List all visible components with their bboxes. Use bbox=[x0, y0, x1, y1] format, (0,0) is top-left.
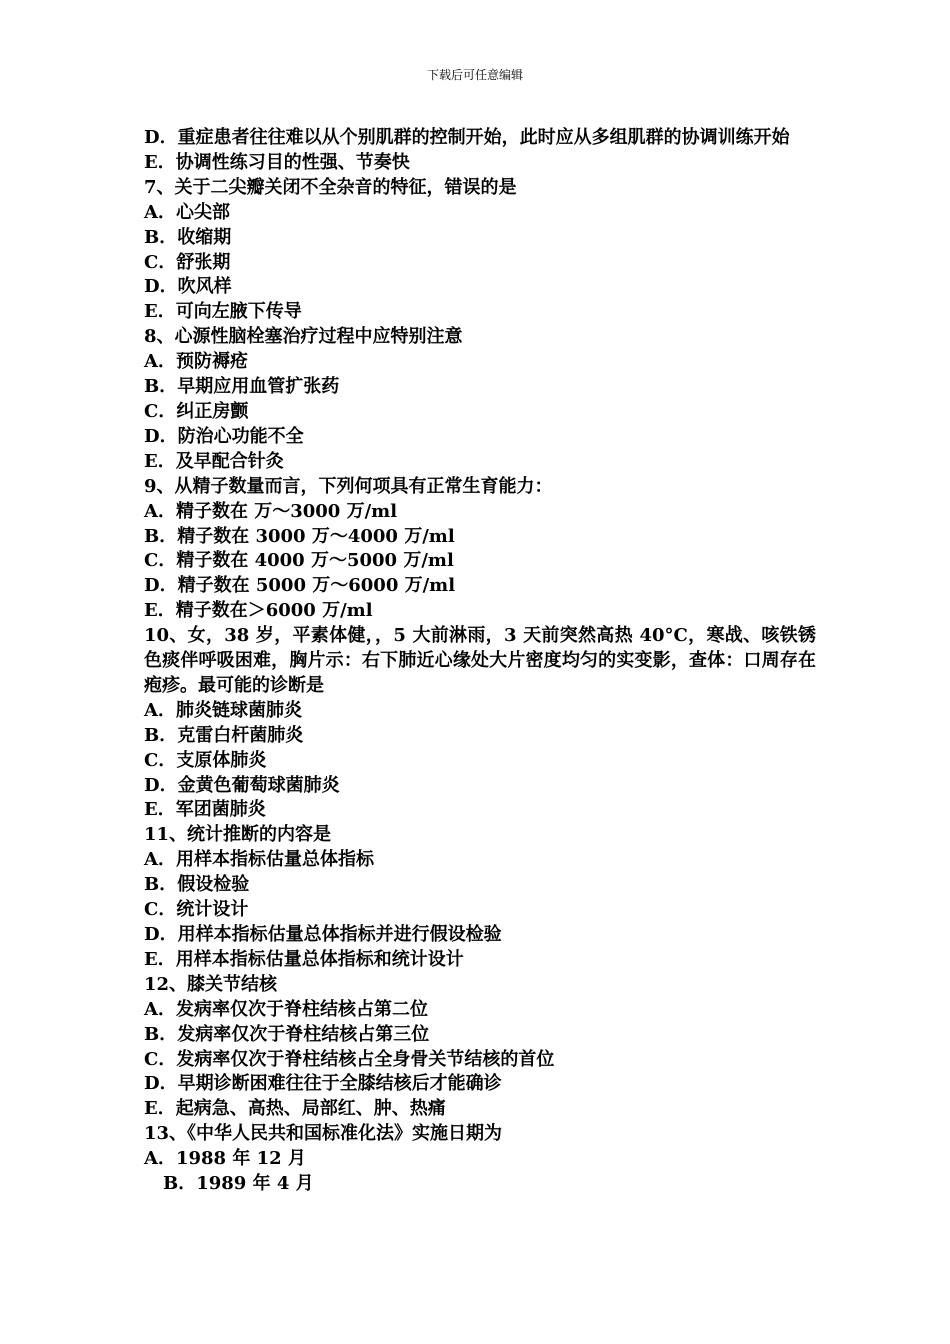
document-line: 12、膝关节结核 bbox=[144, 973, 278, 995]
document-line: E．协调性练习目的性强、节奏快 bbox=[144, 151, 410, 173]
document-line: B．收缩期 bbox=[144, 226, 232, 248]
document-line: E．精子数在＞6000 万/ml bbox=[144, 600, 373, 622]
document-line: D．防治心功能不全 bbox=[144, 425, 304, 447]
document-line: E．可向左腋下传导 bbox=[144, 301, 302, 323]
document-line: E．军团菌肺炎 bbox=[144, 799, 266, 821]
document-line: C．统计设计 bbox=[144, 899, 249, 921]
document-line: 7、关于二尖瓣关闭不全杂音的特征，错误的是 bbox=[144, 176, 517, 198]
document-line: D．用样本指标估量总体指标并进行假设检验 bbox=[144, 924, 502, 945]
document-line: D．重症患者往往难以从个别肌群的控制开始，此时应从多组肌群的协调训练开始 bbox=[144, 127, 790, 148]
document-line: C．精子数在 4000 万～5000 万/ml bbox=[144, 550, 454, 572]
document-line: C．支原体肺炎 bbox=[144, 749, 267, 771]
document-line: A．用样本指标估量总体指标 bbox=[144, 849, 374, 871]
document-line: D．早期诊断困难往往于全膝结核后才能确诊 bbox=[144, 1073, 502, 1095]
document-line: 9、从精子数量而言，下列何项具有正常生育能力： bbox=[144, 475, 553, 497]
document-line: E．及早配合针灸 bbox=[144, 450, 284, 472]
document-line: D．精子数在 5000 万～6000 万/ml bbox=[144, 575, 456, 597]
document-line: 13、《中华人民共和国标准化法》实施日期为 bbox=[144, 1123, 503, 1145]
document-line: C．发病率仅次于脊柱结核占全身骨关节结核的首位 bbox=[144, 1048, 555, 1070]
document-line: D．吹风样 bbox=[144, 276, 232, 298]
document-line: B．假设检验 bbox=[144, 874, 250, 896]
document-line: A．精子数在 万～3000 万/ml bbox=[144, 500, 398, 522]
document-line: 8、心源性脑栓塞治疗过程中应特别注意 bbox=[144, 326, 463, 348]
document-line: C．舒张期 bbox=[144, 251, 231, 273]
document-line: B．精子数在 3000 万～4000 万/ml bbox=[144, 525, 455, 547]
document-line: B．早期应用血管扩张药 bbox=[144, 376, 340, 398]
document-line: D．金黄色葡萄球菌肺炎 bbox=[144, 774, 340, 796]
document-body bbox=[144, 126, 816, 1197]
document-line: A．肺炎链球菌肺炎 bbox=[144, 699, 302, 721]
document-line: B．1989 年 4 月 bbox=[163, 1173, 314, 1195]
document-line: 10、女，38 岁，平素体健，，5 大前淋雨，3 天前突然高热 40°C，寒战、咳铁锈色痰伴呼吸困难，胸片示：右下肺近心缘处大片密度均匀的实变影，查体：口周存在疱疹。最可能的诊断是 bbox=[144, 625, 816, 696]
document-line: A．预防褥疮 bbox=[144, 351, 248, 373]
document-line: B．克雷白杆菌肺炎 bbox=[144, 724, 304, 746]
document-line: E．起病急、高热、局部红、肿、热痛 bbox=[144, 1098, 446, 1120]
document-line: E．用样本指标估量总体指标和统计设计 bbox=[144, 948, 464, 970]
document-line: 11、统计推断的内容是 bbox=[144, 824, 332, 846]
document-line: A．心尖部 bbox=[144, 201, 230, 223]
document-line: A．发病率仅次于脊柱结核占第二位 bbox=[144, 998, 428, 1020]
document-line: A．1988 年 12 月 bbox=[144, 1148, 306, 1170]
document-line: C．纠正房颤 bbox=[144, 400, 249, 422]
page-header-note: 下载后可任意编辑 bbox=[426, 68, 523, 82]
document-line: B．发病率仅次于脊柱结核占第三位 bbox=[144, 1023, 430, 1045]
